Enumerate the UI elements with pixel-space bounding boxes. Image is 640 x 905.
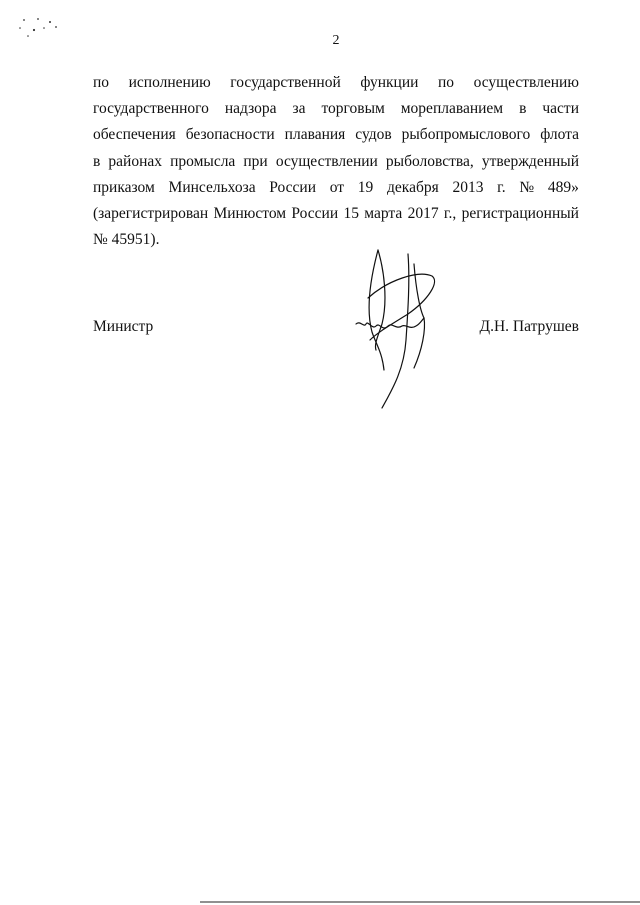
word: промысла: [170, 152, 236, 170]
word: безопасности: [185, 126, 275, 144]
word: по: [438, 74, 455, 91]
word: декабря: [387, 178, 439, 196]
word: 489»: [547, 178, 579, 196]
word: части: [542, 100, 579, 118]
text-line: [93, 122, 579, 148]
word: Минюстом: [213, 204, 287, 222]
word: государственной: [230, 74, 341, 91]
word: 19: [357, 178, 374, 196]
position-title: Министр: [93, 318, 154, 335]
word: за: [292, 100, 306, 118]
word: регистрационный: [461, 204, 579, 222]
word: марта: [364, 204, 403, 222]
word: 15: [343, 204, 359, 222]
word: в: [93, 152, 101, 170]
page-number: 2: [332, 33, 340, 48]
word: от: [329, 178, 345, 196]
word: в: [519, 100, 527, 118]
word: осуществлению: [473, 74, 579, 91]
word: рыбопромыслового: [401, 126, 531, 144]
word: России: [291, 204, 339, 222]
word: (зарегистрирован: [93, 204, 209, 222]
signature-block: [93, 318, 579, 342]
word: России: [269, 178, 317, 196]
word: утвержденный: [481, 152, 579, 170]
word: осуществлении: [275, 152, 378, 170]
text-line: [93, 70, 579, 96]
word: по: [93, 74, 110, 91]
word: при: [243, 152, 268, 170]
text-line: [93, 149, 579, 175]
word: исполнению: [128, 74, 211, 91]
word: плавания: [284, 126, 346, 144]
signatory-name: Д.Н. Патрушев: [479, 318, 579, 335]
word: 2013: [452, 178, 484, 196]
text-line: [93, 227, 579, 253]
word: № 45951).: [93, 231, 160, 249]
word: 2017: [407, 204, 439, 222]
word: Минсельхоза: [168, 178, 256, 196]
word: торговым: [321, 100, 385, 118]
word: мореплаванием: [400, 100, 504, 118]
word: функции: [360, 74, 419, 91]
word: судов: [355, 126, 392, 144]
body-paragraph: [93, 70, 579, 253]
word: г.,: [443, 204, 457, 222]
bottom-edge-rule: [200, 901, 640, 903]
text-line: [93, 175, 579, 201]
word: обеспечения: [93, 126, 176, 144]
word: рыболовства,: [385, 152, 474, 170]
word: приказом: [93, 178, 155, 196]
word: г.: [497, 178, 506, 196]
word: №: [519, 178, 535, 196]
text-line: [93, 96, 579, 122]
handwritten-signature: [348, 240, 448, 410]
word: надзора: [224, 100, 277, 118]
text-line: [93, 201, 579, 227]
word: флота: [540, 126, 579, 144]
word: государственного: [93, 100, 209, 118]
word: районах: [108, 152, 163, 170]
